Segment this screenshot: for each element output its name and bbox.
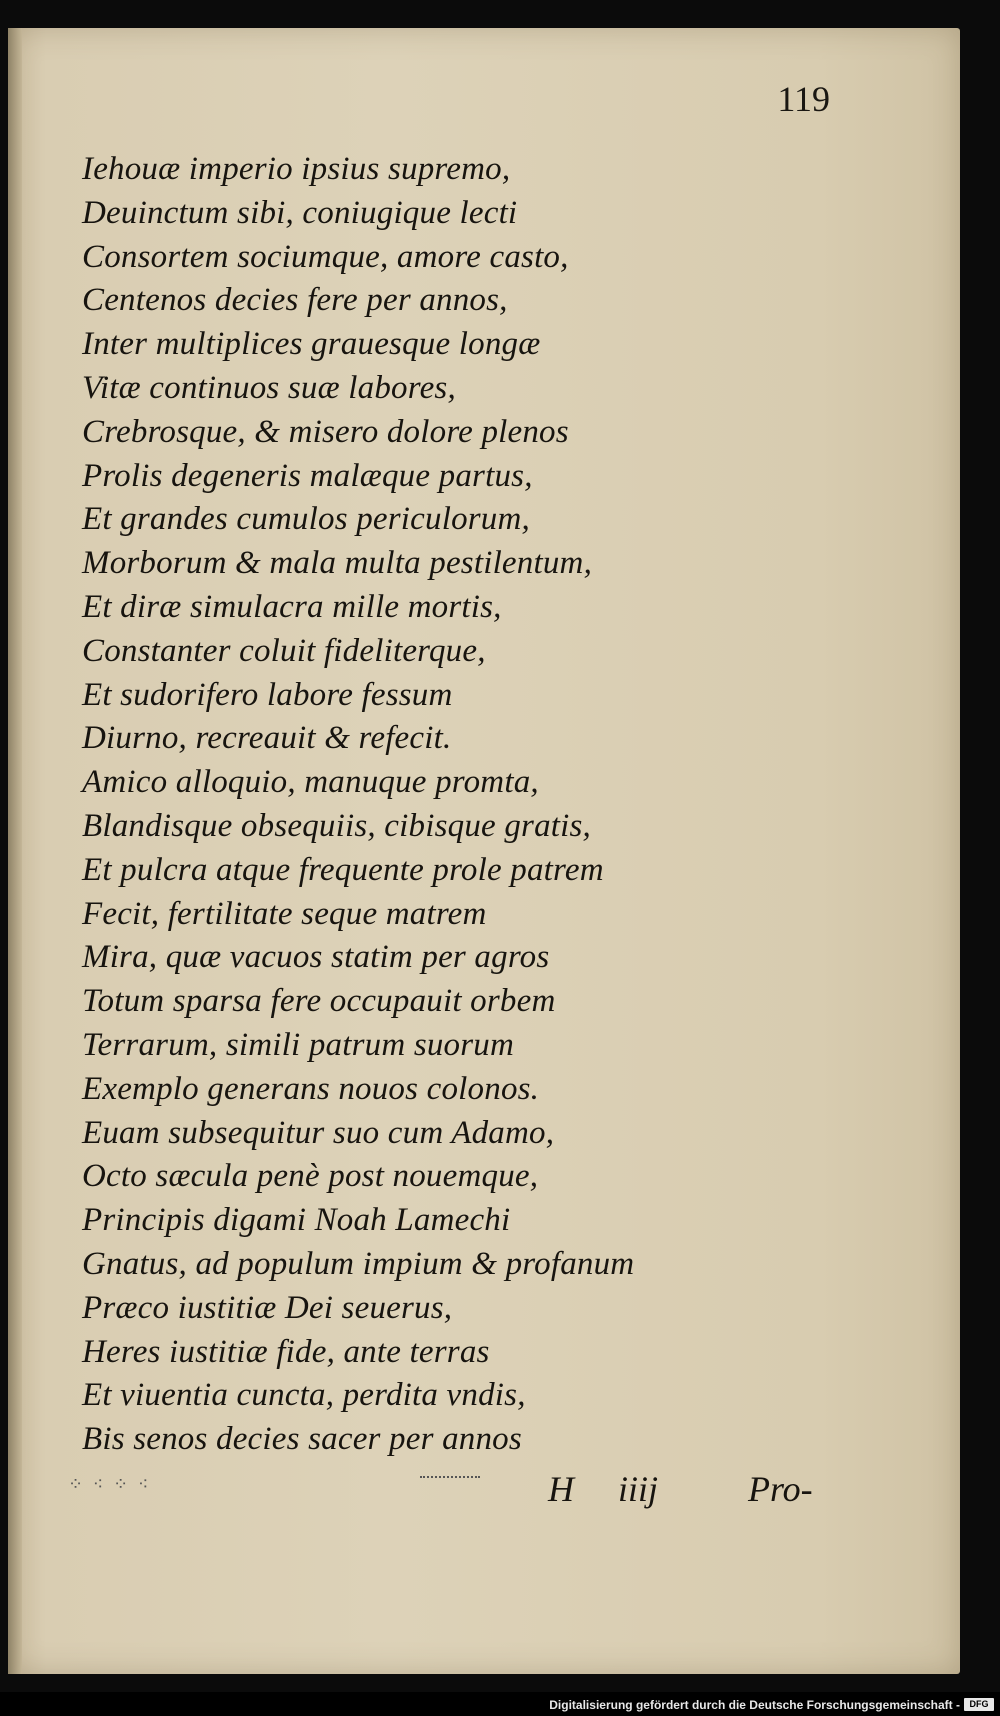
stray-ink-marks: ⁘ ⁖ ⁘ ⁖ [68, 1474, 151, 1495]
verse-line: Mira, quæ vacuos statim per agros [82, 939, 550, 976]
signature-mark: H [548, 1469, 574, 1509]
page-number: 119 [777, 79, 830, 119]
verse-line: Vitæ continuos suæ labores, [82, 369, 456, 406]
digitization-credit: Digitalisierung gefördert durch die Deutsche Forschungsgemeinschaft - [549, 1698, 960, 1712]
verse-text [82, 148, 802, 1462]
verse-line: Diurno, recreauit & refecit. [82, 720, 452, 757]
verse-line: Terrarum, simili patrum suorum [82, 1026, 515, 1063]
verse-line: Deuinctum sibi, coniugique lecti [82, 194, 518, 231]
verse-line: Crebrosque, & misero dolore plenos [82, 413, 569, 450]
verse-line: Exemplo generans nouos colonos. [82, 1070, 540, 1107]
verse-line: Præco iustitiæ Dei seuerus, [82, 1289, 453, 1326]
verse-line: Totum sparsa fere occupauit orbem [82, 983, 556, 1020]
verse-line: Fecit, fertilitate seque matrem [82, 895, 487, 932]
verse-line: Et grandes cumulos periculorum, [82, 501, 530, 538]
gathering-mark: iiij [618, 1469, 659, 1509]
verse-line: Prolis degeneris malæque partus, [82, 457, 533, 494]
verse-line: Euam subsequitur suo cum Adamo, [82, 1114, 555, 1151]
verse-line: Constanter coluit fideliterque, [82, 632, 486, 669]
dfg-logo-icon: DFG [964, 1698, 994, 1711]
verse-line: Octo sæcula penè post nouemque, [82, 1158, 539, 1195]
verse-line: Bis senos decies sacer per annos [82, 1421, 522, 1458]
verse-line: Morborum & mala multa pestilentum, [82, 545, 593, 582]
verse-line: Centenos decies fere per annos, [82, 282, 508, 319]
stray-dash-mark [420, 1476, 480, 1478]
verse-line: Heres iustitiæ fide, ante terras [82, 1333, 490, 1370]
verse-line: Et pulcra atque frequente prole patrem [82, 851, 604, 888]
verse-line: Et viuentia cuncta, perdita vndis, [82, 1377, 526, 1414]
verse-line: Principis digami Noah Lamechi [82, 1202, 511, 1239]
page-gutter [8, 28, 22, 1674]
verse-line: Gnatus, ad populum impium & profanum [82, 1245, 635, 1282]
catchword: Pro- [748, 1469, 813, 1509]
verse-line: Et diræ simulacra mille mortis, [82, 588, 502, 625]
verse-line: Blandisque obsequiis, cibisque gratis, [82, 807, 591, 844]
verse-line: Amico alloquio, manuque promta, [82, 764, 539, 801]
verse-line: Inter multiplices grauesque longæ [82, 326, 541, 363]
verse-line: Iehouæ imperio ipsius supremo, [82, 151, 511, 187]
verse-line: Consortem sociumque, amore casto, [82, 238, 569, 275]
verse-line: Et sudorifero labore fessum [82, 676, 453, 713]
